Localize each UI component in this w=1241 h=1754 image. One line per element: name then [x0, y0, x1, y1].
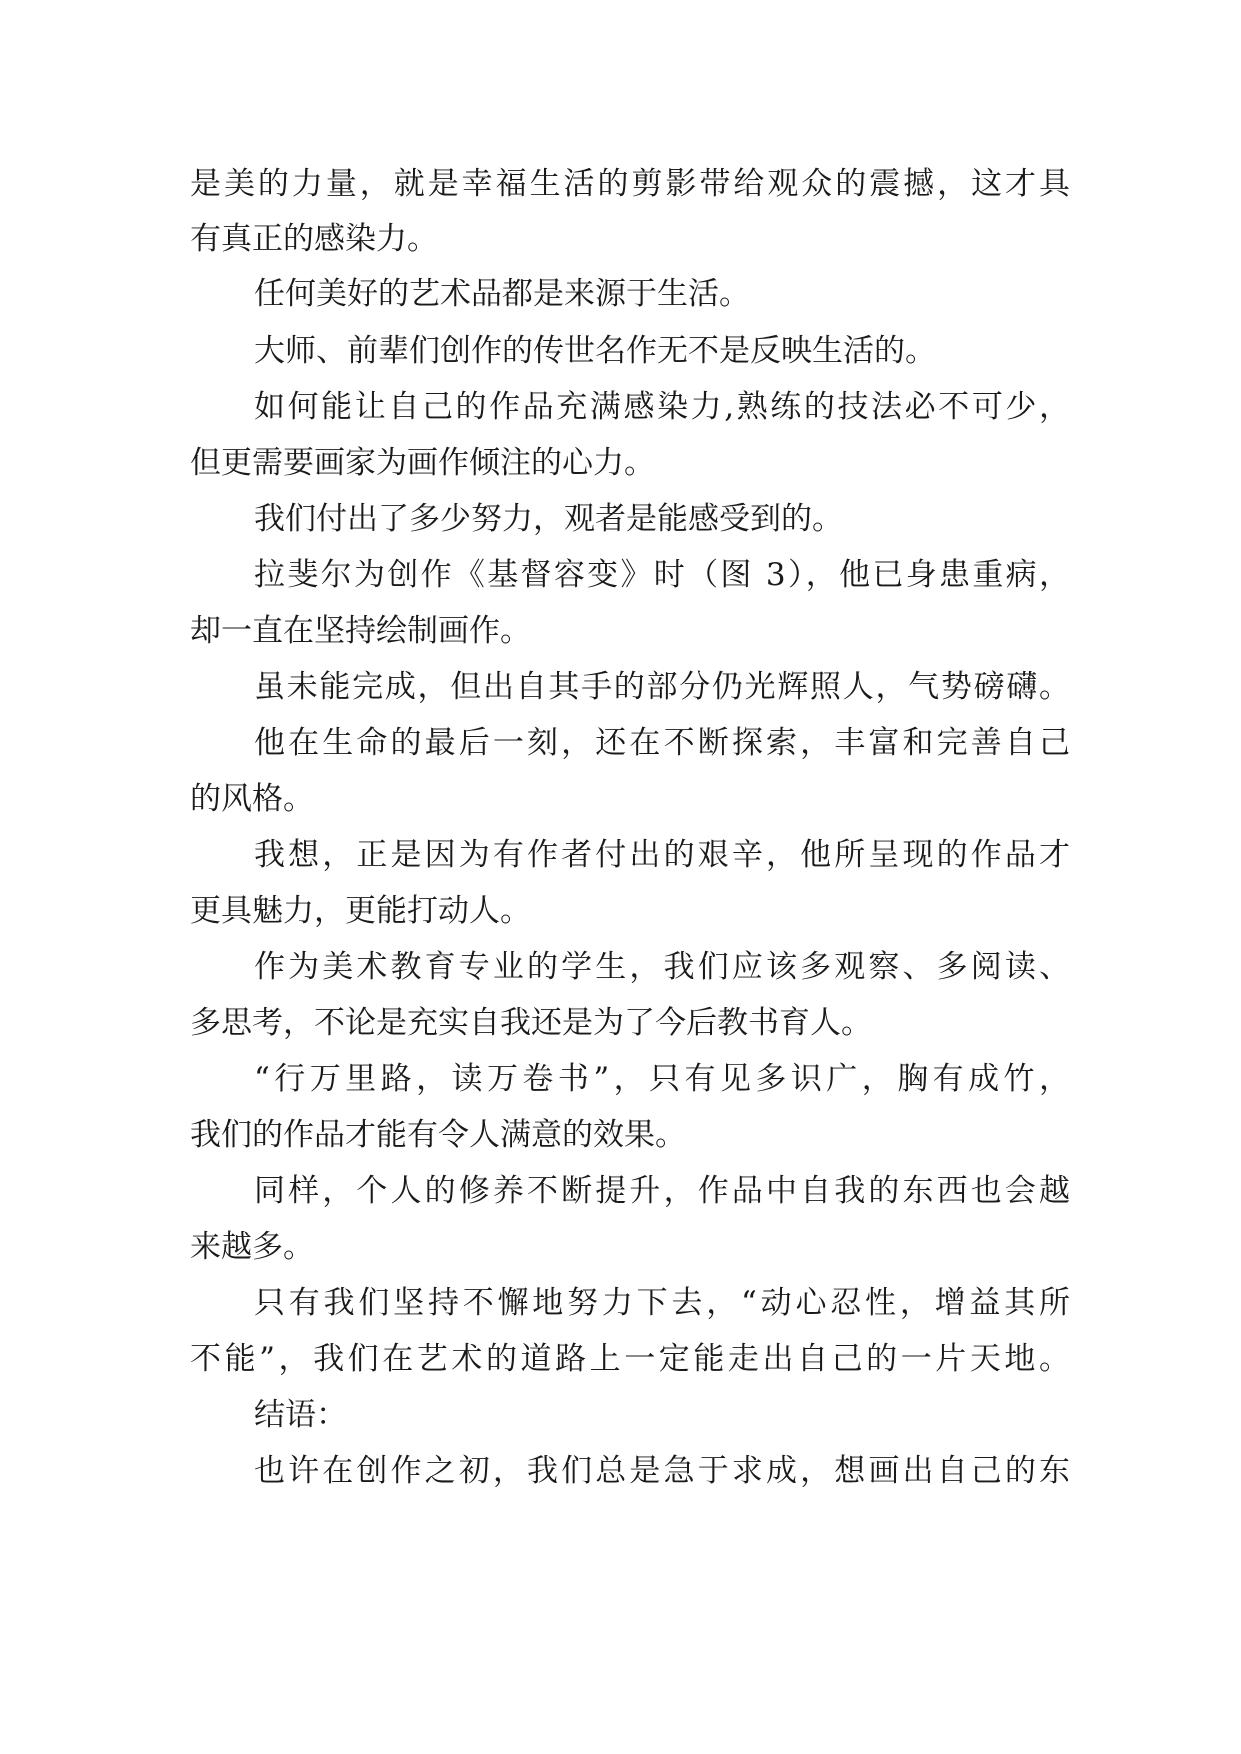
text-line: 更具魅力，更能打动人。	[190, 893, 531, 929]
text-line: 拉斐尔为创作《基督容变》时（图 3），他已身患重病，	[254, 557, 1070, 593]
text-line: 却一直在坚持绘制画作。	[190, 613, 531, 649]
text-line: 我们的作品才能有令人满意的效果。	[190, 1117, 686, 1153]
text-line: 作为美术教育专业的学生，我们应该多观察、多阅读、	[254, 949, 1070, 985]
text-line: 只有我们坚持不懈地努力下去，“动心忍性，增益其所	[254, 1285, 1070, 1321]
text-line: 是美的力量，就是幸福生活的剪影带给观众的震撼，这才具	[190, 166, 1070, 202]
text-line: 不能”，我们在艺术的道路上一定能走出自己的一片天地。	[190, 1341, 1070, 1377]
text-line: 多思考，不论是充实自我还是为了今后教书育人。	[190, 1005, 872, 1041]
text-line: 同样，个人的修养不断提升，作品中自我的东西也会越	[254, 1173, 1070, 1209]
text-line: 如何能让自己的作品充满感染力,熟练的技法必不可少，	[254, 389, 1070, 425]
text-line: 也许在创作之初，我们总是急于求成，想画出自己的东	[254, 1453, 1070, 1489]
text-line: 但更需要画家为画作倾注的心力。	[190, 445, 655, 481]
text-line: “行万里路，读万卷书”，只有见多识广，胸有成竹，	[254, 1061, 1070, 1097]
text-line: 我们付出了多少努力，观者是能感受到的。	[254, 501, 843, 537]
text-line: 我想，正是因为有作者付出的艰辛，他所呈现的作品才	[254, 837, 1070, 873]
text-line: 来越多。	[190, 1229, 314, 1265]
text-line: 的风格。	[190, 781, 314, 817]
text-line: 有真正的感染力。	[190, 221, 438, 257]
text-line: 任何美好的艺术品都是来源于生活。	[254, 276, 750, 312]
text-line: 他在生命的最后一刻，还在不断探索，丰富和完善自己	[254, 725, 1070, 761]
text-line: 大师、前辈们创作的传世名作无不是反映生活的。	[254, 333, 936, 369]
text-line: 结语：	[254, 1397, 347, 1433]
text-line: 虽未能完成，但出自其手的部分仍光辉照人，气势磅礴。	[254, 669, 1070, 705]
